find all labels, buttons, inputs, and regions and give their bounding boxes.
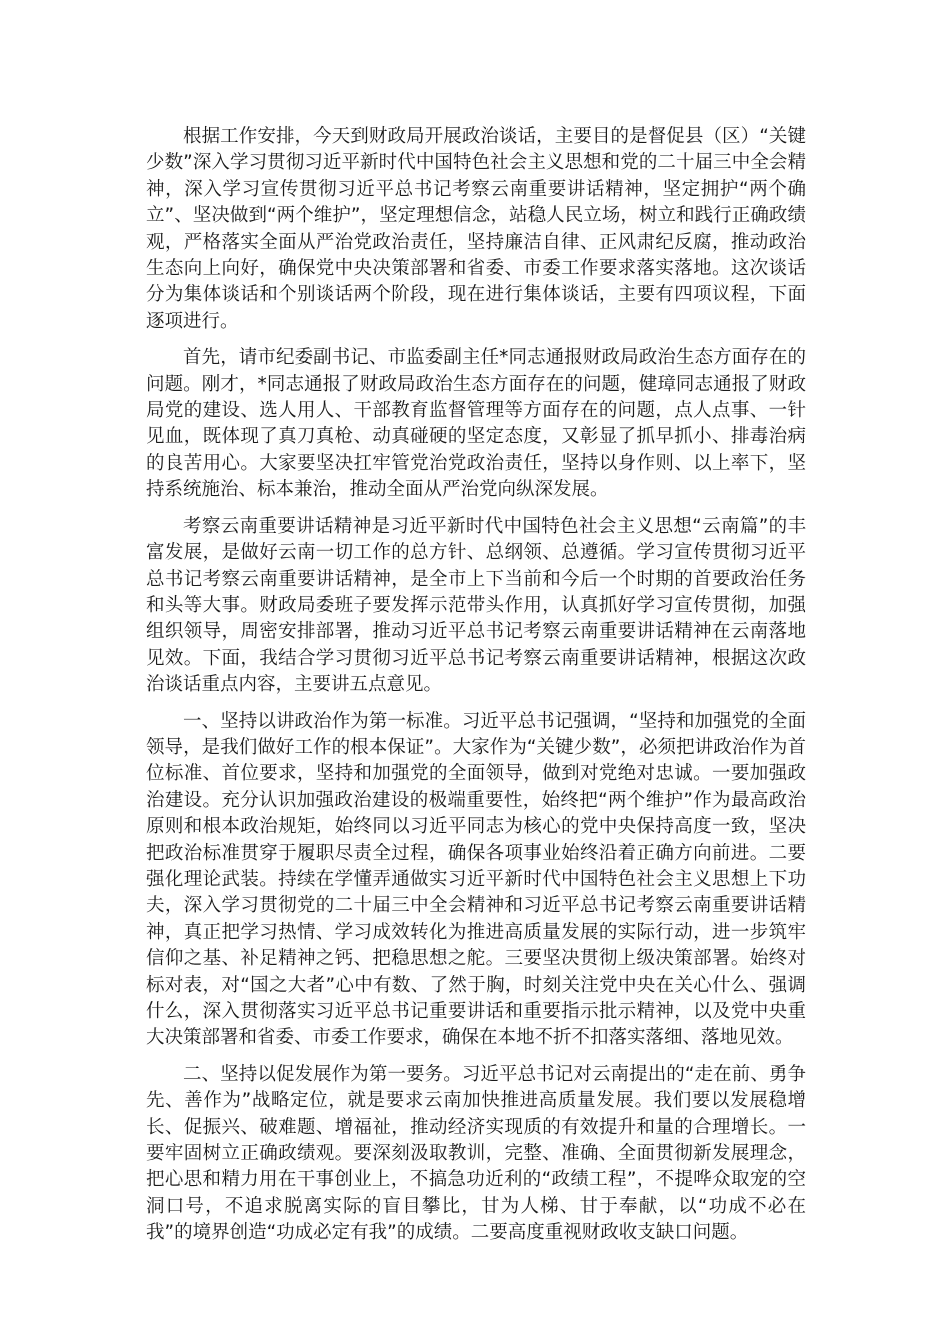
paragraph-yunnan-speech: 考察云南重要讲话精神是习近平新时代中国特色社会主义思想“云南篇”的丰富发展，是做好云南一切工作的总方针、总纲领、总遵循。学习宣传贯彻习近平总书记考察云南重要讲话精神，是全市上下当前和今后一个时期的首要政治任务和头等大事。财政局委班子要发挥示范带头作用，认真抓好学习宣传贯彻，加强组织领导，周密安排部署，推动习近平总书记考察云南重要讲话精神在云南落地见效。下面，我结合学习贯彻习近平总书记考察云南重要讲话精神，根据这次政治谈话重点内容，主要讲五点意见。 [146,515,806,696]
paragraph-report: 首先，请市纪委副书记、市监委副主任*同志通报财政局政治生态方面存在的问题。刚才，*同志通报了财政局政治生态方面存在的问题，健璋同志通报了财政局党的建设、选人用人、干部教育监督管理等方面存在的问题，点人点事、一针见血，既体现了真刀真枪、动真碰硬的坚定态度，又彰显了抓早抓小、排毒治病的良苦用心。大家要坚决扛牢管党治党政治责任，坚持以身作则、以上率下，坚持系统施治、标本兼治，推动全面从严治党向纵深发展。 [146,347,806,501]
paragraph-point-two: 二、坚持以促发展作为第一要务。习近平总书记对云南提出的“走在前、勇争先、善作为”战略定位，就是要求云南加快推进高质量发展。我们要以发展稳增长、促振兴、破难题、增福祉，推动经济实现质的有效提升和量的合理增长。一要牢固树立正确政绩观。要深刻汲取教训，完整、准确、全面贯彻新发展理念，把心思和精力用在干事创业上，不搞急功近利的“政绩工程”，不提哗众取宠的空洞口号，不追求脱离实际的盲目攀比，甘为人梯、甘于奉献，以“功成不必在我”的境界创造“功成必定有我”的成绩。二要高度重视财政收支缺口问题。 [146,1063,806,1244]
paragraph-point-one: 一、坚持以讲政治作为第一标准。习近平总书记强调，“坚持和加强党的全面领导，是我们做好工作的根本保证”。大家作为“关键少数”，必须把讲政治作为首位标准、首位要求，坚持和加强党的全面领导，做到对党绝对忠诚。一要加强政治建设。充分认识加强政治建设的极端重要性，始终把“两个维护”作为最高政治原则和根本政治规矩，始终同以习近平同志为核心的党中央保持高度一致，坚决把政治标准贯穿于履职尽责全过程，确保各项事业始终沿着正确方向前进。二要强化理论武装。持续在学懂弄通做实习近平新时代中国特色社会主义思想上下功夫，深入学习贯彻党的二十届三中全会精神和习近平总书记考察云南重要讲话精神，真正把学习热情、学习成效转化为推进高质量发展的实际行动，进一步筑牢信仰之基、补足精神之钙、把稳思想之舵。三要坚决贯彻上级决策部署。始终对标对表，对“国之大者”心中有数、了然于胸，时刻关注党中央在关心什么、强调什么，深入贯彻落实习近平总书记重要讲话和重要指示批示精神，以及党中央重大决策部署和省委、市委工作要求，确保在本地不折不扣落实落细、落地见效。 [146,710,806,1049]
document-body [146,124,806,1257]
paragraph-intro: 根据工作安排，今天到财政局开展政治谈话，主要目的是督促县（区）“关键少数”深入学习贯彻习近平新时代中国特色社会主义思想和党的二十届三中全会精神，深入学习宣传贯彻习近平总书记考察云南重要讲话精神，坚定拥护“两个确立”、坚决做到“两个维护”，坚定理想信念，站稳人民立场，树立和践行正确政绩观，严格落实全面从严治党政治责任，坚持廉洁自律、正风肃纪反腐，推动政治生态向上向好，确保党中央决策部署和省委、市委工作要求落实落地。这次谈话分为集体谈话和个别谈话两个阶段，现在进行集体谈话，主要有四项议程，下面逐项进行。 [146,126,806,332]
